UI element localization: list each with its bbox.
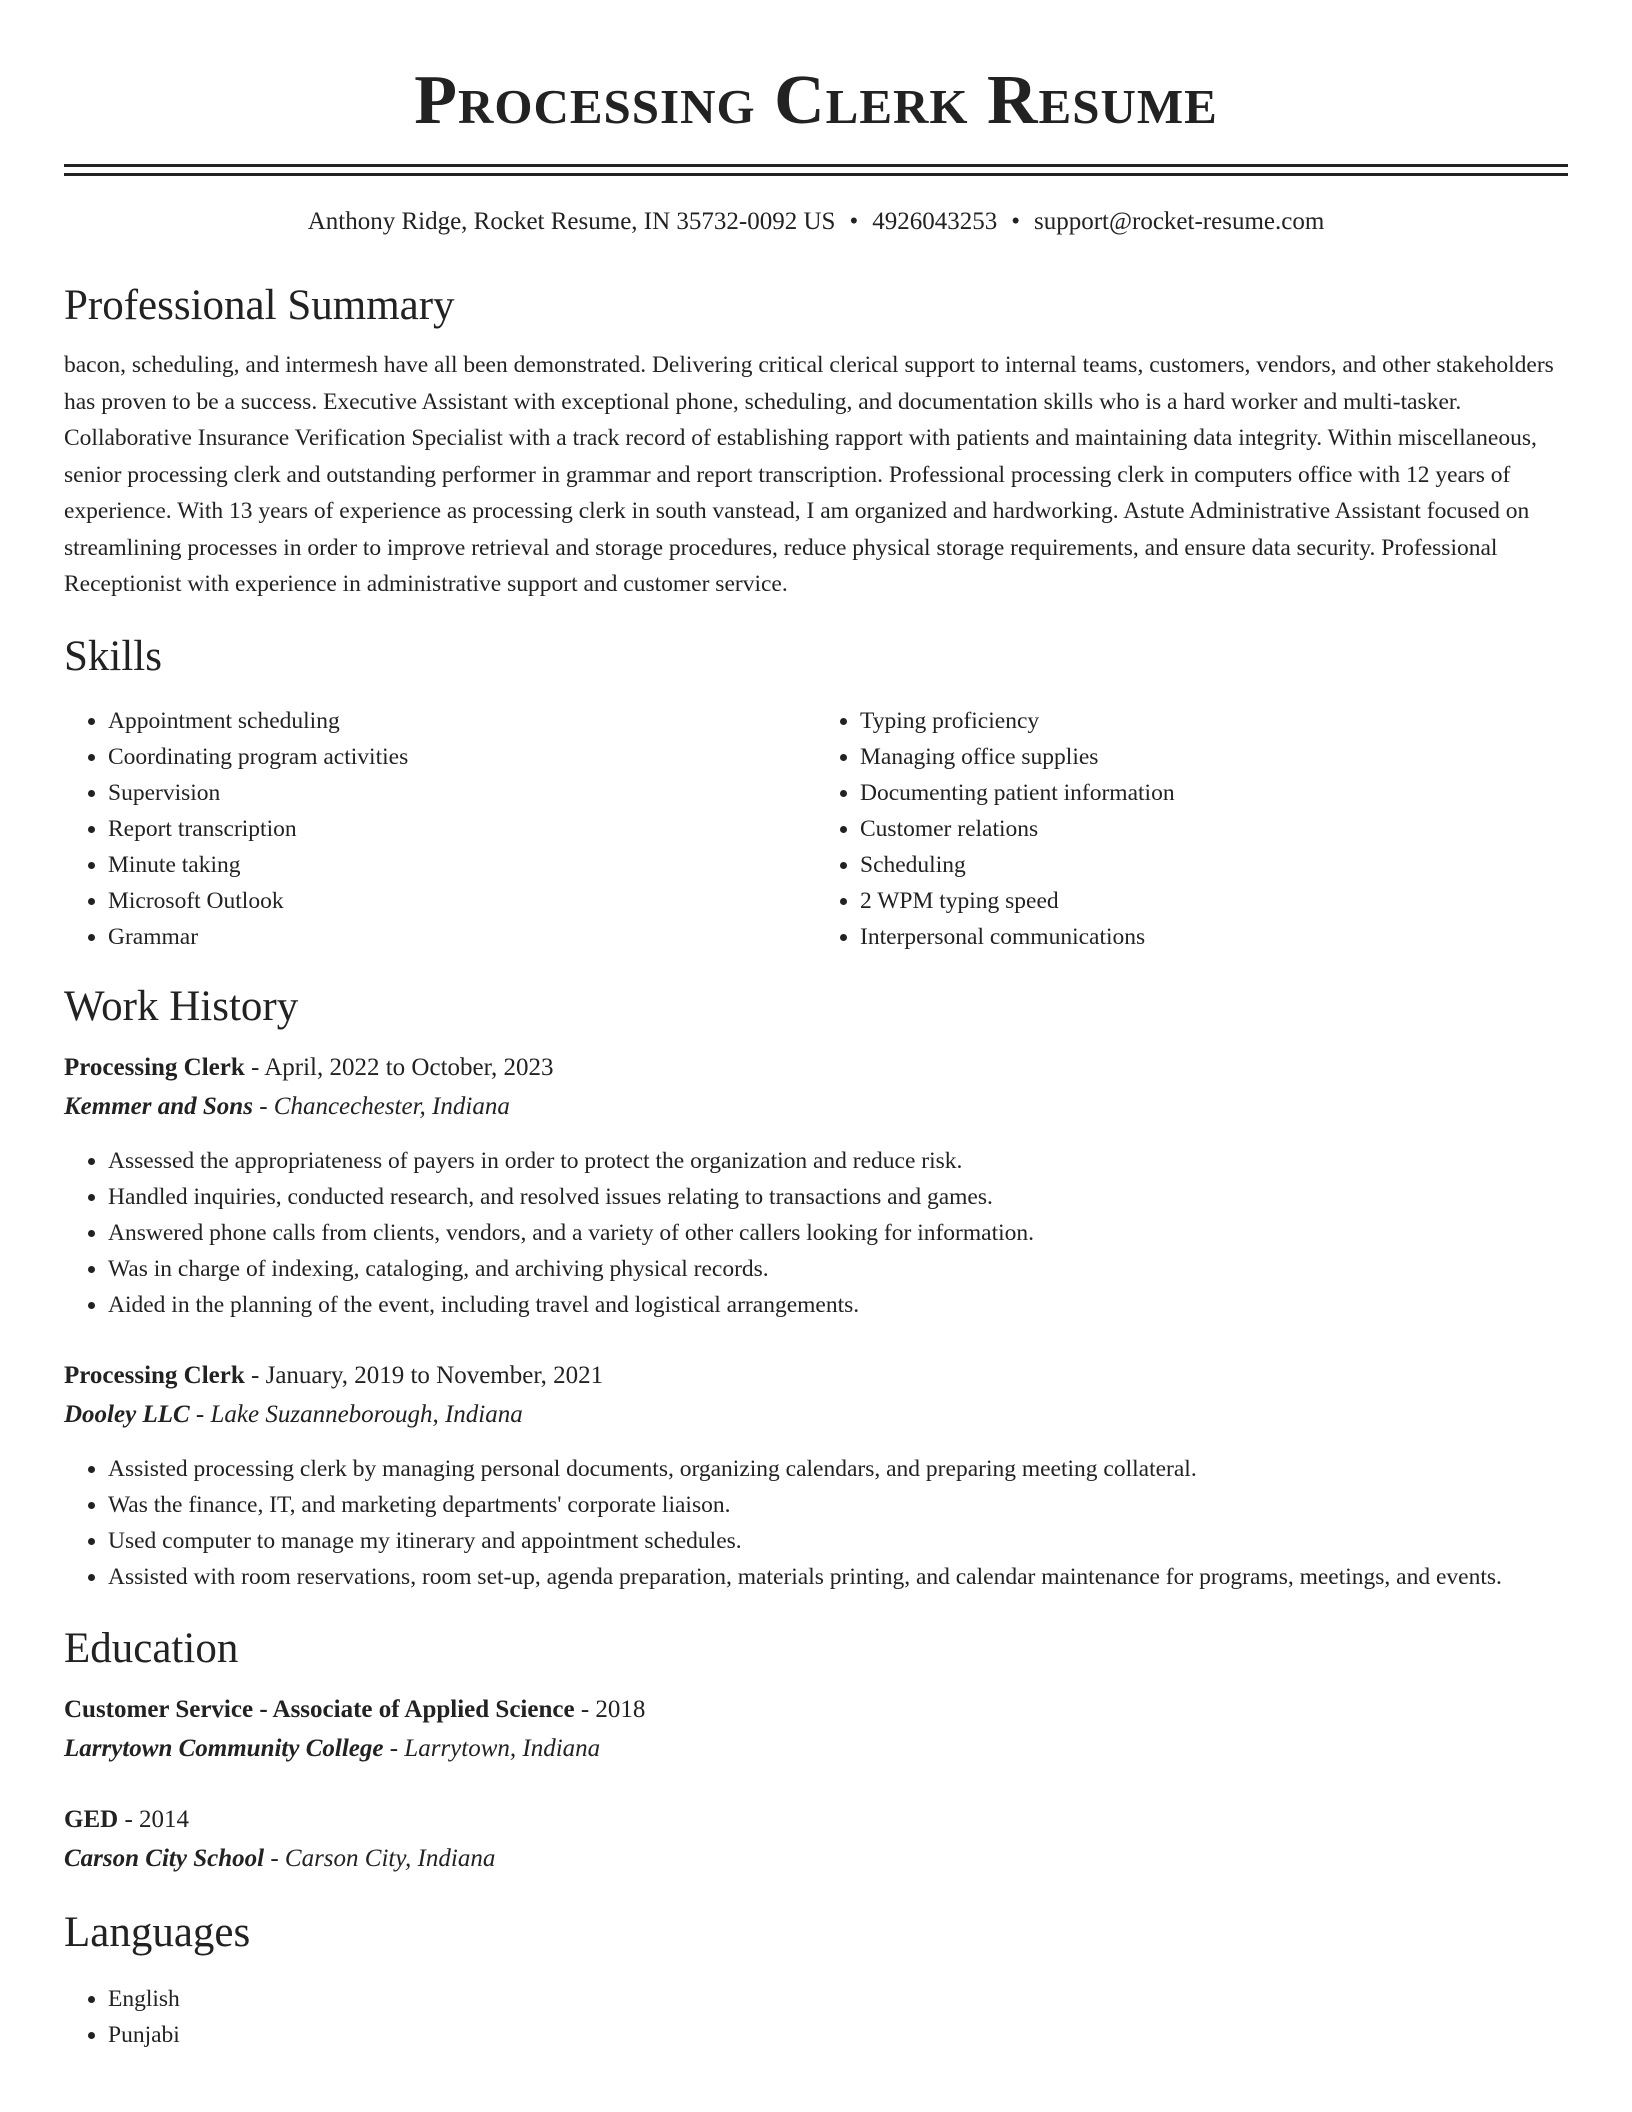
education-location: - Larrytown, Indiana (383, 1734, 601, 1762)
job-location: - Chancechester, Indiana (252, 1092, 510, 1120)
job-dates: - January, 2019 to November, 2021 (244, 1361, 604, 1389)
job-bullet: • Was the finance, IT, and marketing departments' corporate liaison. (108, 1487, 1568, 1523)
education-entry (64, 1691, 1568, 1769)
education-school-line (64, 1839, 1568, 1879)
job-bullet: • Used computer to manage my itinerary and appointment schedules. (108, 1523, 1568, 1559)
section-heading-languages: Languages (64, 1908, 251, 1956)
education-year: - 2018 (574, 1695, 646, 1723)
section-heading-education: Education (64, 1624, 239, 1672)
title-divider-top (64, 164, 1568, 167)
education-school-line (64, 1729, 1568, 1769)
contact-separator: • (849, 208, 859, 235)
job-entry (64, 1049, 1568, 1323)
skill-item: • Managing office supplies (860, 739, 1568, 775)
contact-line (64, 205, 1568, 239)
skills-list-left (64, 703, 816, 955)
contact-address: Anthony Ridge, Rocket Resume, IN 35732-0092 US (307, 208, 836, 235)
skill-item: • Appointment scheduling (108, 703, 816, 739)
skill-item: • Typing proficiency (860, 703, 1568, 739)
summary-text: bacon, scheduling, and intermesh have all been demonstrated. Delivering critical clerical support to internal teams, customers, vendors, and other stakeholders has proven to be a success. Executive Assistant with exceptional phone, scheduling, and documentation skills who is a hard worker and multi-tasker. Collaborative Insurance Verification Specialist with a track record of establishing rapport with patients and maintaining data integrity. Within miscellaneous, senior processing clerk and outstanding performer in grammar and report transcription. Professional processing clerk in computers office with 12 years of experience. With 13 years of experience as processing clerk in south vanstead, I am organized and hardworking. Astute Administrative Assistant focused on streamlining processes in order to improve retrieval and storage procedures, reduce physical storage requirements, and ensure data security. Professional Receptionist with experience in administrative support and customer service. (64, 352, 1554, 597)
job-company-line (64, 1395, 1568, 1435)
job-company-line (64, 1087, 1568, 1127)
job-company: Dooley LLC (64, 1400, 190, 1428)
job-bullet: • Was in charge of indexing, cataloging, and archiving physical records. (108, 1251, 1568, 1287)
job-title-line (64, 1049, 1568, 1087)
section-heading-work-history: Work History (64, 982, 299, 1030)
skill-item: • Grammar (108, 919, 816, 955)
job-bullet: • Assessed the appropriateness of payers in order to protect the organization and reduce risk. (108, 1143, 1568, 1179)
skill-item: • Interpersonal communications (860, 919, 1568, 955)
job-title-line (64, 1357, 1568, 1395)
job-bullet: • Assisted with room reservations, room set-up, agenda preparation, materials printing, and calendar maintenance for programs, meetings, and events. (108, 1559, 1568, 1595)
job-bullet: • Assisted processing clerk by managing personal documents, organizing calendars, and preparing meeting collateral. (108, 1451, 1568, 1487)
skills-list-right (816, 703, 1568, 955)
education-degree: Customer Service - Associate of Applied Science (64, 1695, 575, 1723)
skill-item: • Minute taking (108, 847, 816, 883)
skills-columns (64, 703, 1568, 955)
job-entry (64, 1357, 1568, 1595)
job-dates: - April, 2022 to October, 2023 (244, 1053, 554, 1081)
skill-item: • 2 WPM typing speed (860, 883, 1568, 919)
resume-title: Processing Clerk Resume (414, 62, 1218, 139)
contact-separator: • (1011, 208, 1020, 235)
contact-email: support@rocket-resume.com (1033, 208, 1325, 235)
skill-item: • Scheduling (860, 847, 1568, 883)
job-company: Kemmer and Sons (64, 1092, 253, 1120)
contact-phone: 4926043253 (872, 208, 998, 235)
skill-item: • Microsoft Outlook (108, 883, 816, 919)
education-degree-line (64, 1801, 1568, 1839)
section-heading-skills: Skills (64, 632, 162, 680)
job-bullet: • Answered phone calls from clients, vendors, and a variety of other callers looking for information. (108, 1215, 1568, 1251)
skill-item: • Documenting patient information (860, 775, 1568, 811)
section-heading-summary: Professional Summary (64, 282, 455, 329)
education-year: - 2014 (118, 1805, 190, 1833)
language-item: • Punjabi (108, 2017, 1568, 2053)
languages-list (64, 1981, 1568, 2053)
job-bullet: • Handled inquiries, conducted research, and resolved issues relating to transactions and games. (108, 1179, 1568, 1215)
title-divider-bottom (64, 173, 1568, 176)
skill-item: • Coordinating program activities (108, 739, 816, 775)
job-title: Processing Clerk (64, 1053, 245, 1081)
education-degree: GED (64, 1805, 119, 1833)
job-bullets (64, 1143, 1568, 1323)
education-location: - Carson City, Indiana (264, 1844, 496, 1872)
job-location: - Lake Suzanneborough, Indiana (189, 1400, 523, 1428)
education-entry (64, 1801, 1568, 1879)
education-school: Larrytown Community College (64, 1734, 384, 1762)
job-bullets (64, 1451, 1568, 1595)
education-degree-line (64, 1691, 1568, 1729)
job-bullet: • Aided in the planning of the event, including travel and logistical arrangements. (108, 1287, 1568, 1323)
language-item: • English (108, 1981, 1568, 2017)
job-title: Processing Clerk (64, 1361, 245, 1389)
skill-item: • Report transcription (108, 811, 816, 847)
skill-item: • Customer relations (860, 811, 1568, 847)
education-school: Carson City School (64, 1844, 265, 1872)
skill-item: • Supervision (108, 775, 816, 811)
